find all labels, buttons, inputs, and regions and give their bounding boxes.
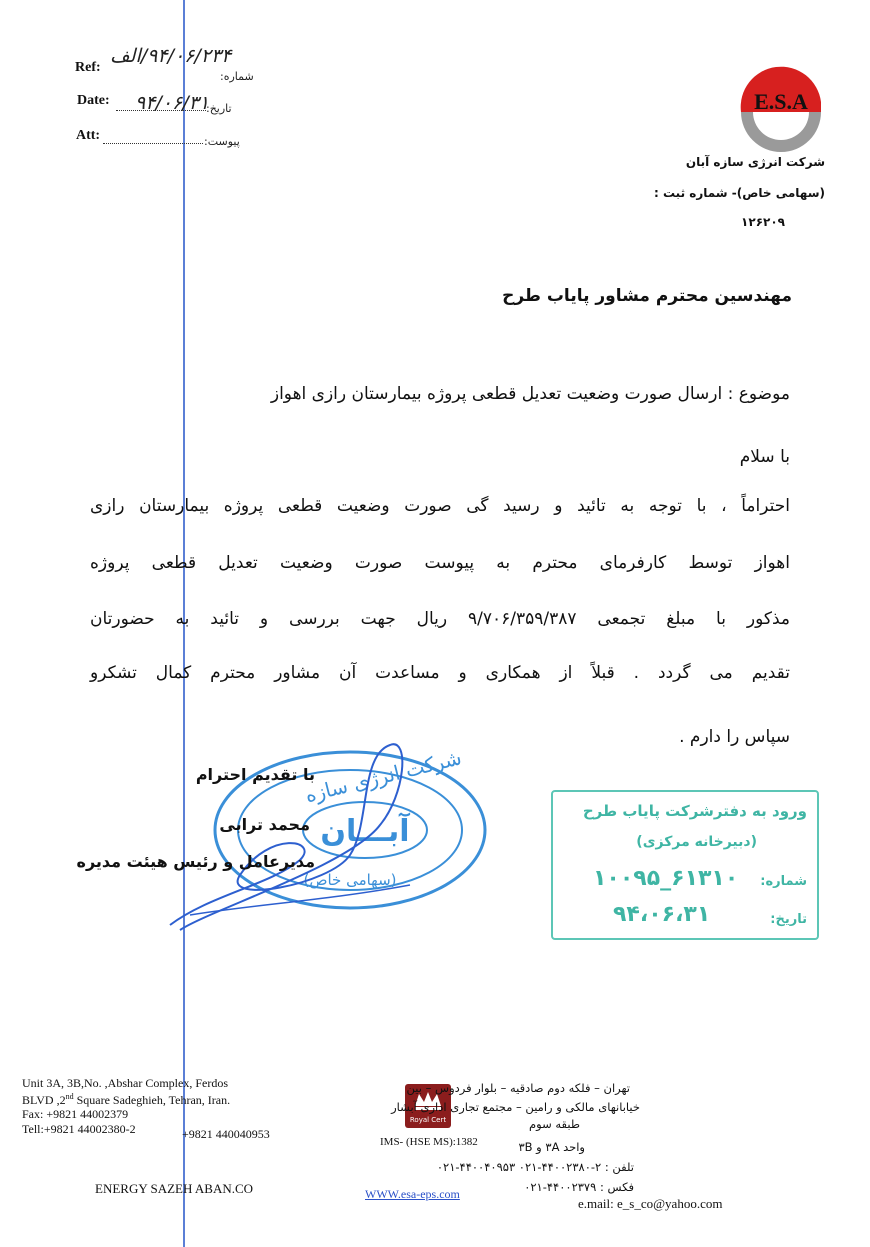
esa-logo-icon (735, 62, 827, 154)
signer-title: مدیرعامل و رئیس هیئت مدیره (76, 852, 315, 871)
body-line: تقدیم می گردد . قبلاً از همکاری و مساعدت آن مشاور محترم کمال تشکرو (90, 663, 790, 683)
footer-company-en: ENERGY SAZEH ABAN.CO (95, 1181, 254, 1196)
footer-fa-line: تهران – فلکه دوم صادقیه – بلوار فردوس – بین (406, 1081, 630, 1095)
greeting: با سلام (739, 447, 790, 467)
seal-center-text: آبـــان (320, 814, 410, 849)
signer-name: محمد ترابی (219, 815, 310, 834)
seal-bottom-text: (سهامی خاص) (303, 871, 397, 889)
footer-fa-line: تلفن : ۲-۴۴۰۰۲۳۸۰-۰۲۱ ۴۴۰۰۴۰۹۵۳-۰۲۱ (436, 1160, 634, 1174)
body-line: اهواز توسط کارفرمای محترم به پیوست صورت وضعیت تعدیل قطعی پروژه (90, 553, 790, 573)
ref-value: ۹۴/۰۶/۲۳۴/الف (110, 45, 232, 67)
footer-tel: Tell:+9821 44002380-2 (22, 1122, 136, 1136)
company-logo (735, 62, 827, 154)
footer-fa-line: خیابانهای مالکی و رامین – مجتمع تجاری اداری آبشار (391, 1100, 640, 1114)
stamp-subtitle: (دبیرخانه مرکزی) (636, 834, 757, 850)
footer-fax: Fax: +9821 44002379 (22, 1107, 129, 1121)
att-label: Att: (76, 128, 101, 143)
closing: با تقدیم احترام (195, 765, 315, 784)
company-registration-number: ۱۲۶۲۰۹ (741, 215, 785, 229)
stamp-number-label: شماره: (760, 874, 807, 889)
company-type: (سهامی خاص)- شماره ثبت : (653, 186, 825, 200)
subject-line: موضوع : ارسال صورت وضعیت تعدیل قطعی پروژه بیمارستان رازی اهواز (270, 384, 790, 404)
badge-text: Royal Cert (409, 1116, 447, 1124)
att-fa-label: پیوست: (204, 135, 240, 148)
body-line: سپاس را دارم . (679, 727, 790, 747)
footer-address-line2: BLVD ,2nd Square Sadeghieh, Tehran, Iran. (22, 1092, 231, 1107)
footer-fa-line: فکس : ۴۴۰۰۲۳۷۹-۰۲۱ (524, 1180, 634, 1194)
ref-fa-label: شماره: (220, 70, 254, 83)
date-fa-label: تاریخ: (206, 102, 232, 115)
footer-address-line1: Unit 3A, 3B,No. ,Abshar Complex, Ferdos (22, 1076, 228, 1090)
stamp-title: ورود به دفترشرکت پایاب طرح (582, 802, 807, 820)
stamp-date-value: ۹۴،۰۶،۳۱ (613, 902, 711, 927)
ref-label: Ref: (75, 60, 101, 75)
date-value: ۹۴/۰۶/۳۱ (135, 92, 210, 114)
seal-top-text: شرکت انرژی سازه (302, 745, 464, 808)
website-link[interactable]: WWW.esa-eps.com (365, 1187, 460, 1201)
stamp-date-label: تاریخ: (770, 912, 807, 927)
receipt-stamp (551, 790, 819, 940)
footer-fa-line: واحد ۳A و ۳B (518, 1140, 585, 1154)
footer-tel2: +9821 440040953 (182, 1127, 270, 1141)
logo-text: E.S.A (754, 89, 808, 114)
footer-ims: IMS- (HSE MS):1382 (380, 1136, 478, 1148)
date-label: Date: (77, 93, 110, 108)
body-line: مذکور با مبلغ تجمعی ۹/۷۰۶/۳۵۹/۳۸۷ ریال جهت بررسی و تائید به حضورتان (90, 609, 790, 629)
company-name: شرکت انرژی سازه آبان (685, 155, 825, 169)
footer-fa-line: طبقه سوم (529, 1117, 580, 1131)
footer-email[interactable]: e.mail: e_s_co@yahoo.com (578, 1196, 723, 1211)
recipient: مهندسین محترم مشاور پایاب طرح (502, 286, 792, 306)
stamp-number-value: ۱۰۰۹۵_۶۱۳۱۰ (593, 866, 739, 891)
reference-block (0, 0, 300, 170)
body-line: احتراماً ، با توجه به تائید و رسید گی صورت وضعیت قطعی پروژه بیمارستان رازی (90, 496, 790, 516)
